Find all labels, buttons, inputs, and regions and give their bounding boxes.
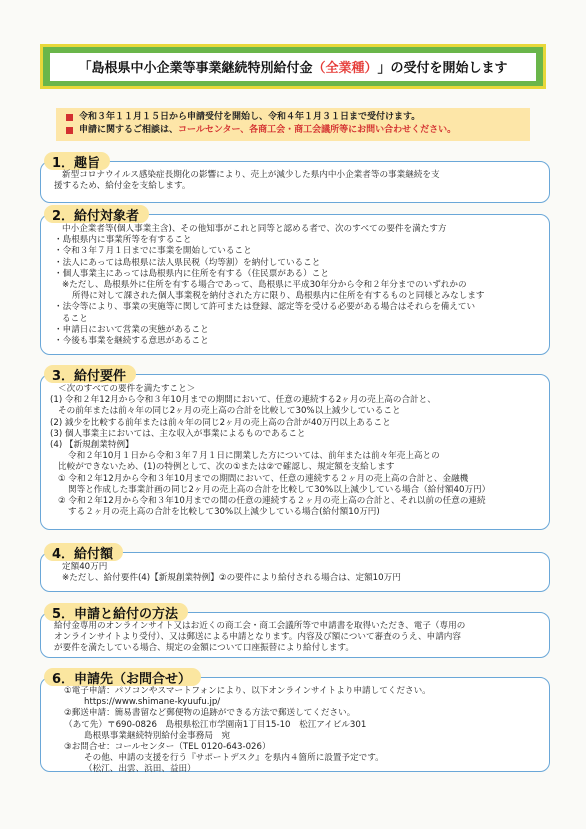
title-banner xyxy=(40,44,546,89)
notice-line-1: 令和３年１１月１５日から申請受付を開始し、令和４年１月３１日まで受付けます。 xyxy=(66,111,530,124)
section-eligibility-heading: 2．給付対象者 xyxy=(44,205,149,223)
title-highlight: （全業種） xyxy=(312,61,378,76)
section-purpose-body: 新型コロナウイルス感染症長期化の影響により、売上が減少した県内中小企業者等の事業継続を支 援するため、給付金を支給します。 xyxy=(54,170,440,192)
section-eligibility-body: 中小企業者等(個人事業主含)、その他知事がこれと同等と認める者で、次のすべての要件を満たす方 ・島根県内に事業所等を有すること ・令和３年７月１日までに事業を開始していること ・法人にあっては島根県に法人県民税（均等割）を納付していること ・個人事業主にあっては島根県内に住所を有する（住民票がある）こと ※ただし、島根県外に住所を有する場合であって、島根県に平成30年分から令和２年分までのいずれかの 所得に対して課された個人事業税を納付された方に限り、島根県内に住所を有するものと同様とみなします ・法令等により、事業の実施等に関して許可または登録、認定等を受ける必要がある場合はそれらを備えてい ること ・申請日において営業の実態があること ・今後も事業を継続する意思があること xyxy=(54,224,485,346)
section-amount-body: 定額40万円 ※ただし、給付要件(4)【新規創業特例】②の要件により給付される場合は、定額10万円 xyxy=(62,562,401,584)
section-contact-heading: 6．申請先（お問合せ） xyxy=(44,668,201,686)
section-method-body: 給付金専用のオンラインサイト又はお近くの商工会・商工会議所等で申請書を取得いただき、電子（専用の オンラインサイトより受付）、又は郵送による申請となります。内容及び額について審査のうえ、申請内容 が要件を満たしている場合、規定の金額について口座振替により給付します。 xyxy=(54,621,466,654)
section-requirements-body: ＜次のすべての要件を満たすこと＞ (1) 令和２年12月から令和３年10月までの期間において、任意の連続する2ヶ月の売上高の合計と、 その前年または前々年の同じ2ヶ月の売上高の合計を比較して30%以上減少していること (2) 減少を比較する前年または前々年の同じ2ヶ月の売上高の合計が40万円以上あること (3) 個人事業主においては、主な収入が事業によるものであること (4) 【新規創業特例】 令和２年10月１日から令和３年７月１日に開業した方については、前年または前々年売上高との 比較ができないため、(1)の特例として、次の①または②で確認し、規定額を支給します ① 令和２年12月から令和３年10月までの期間において、任意の連続する２ヶ月の売上高の合計と、金融機 関等と作成した事業計画の同じ2ヶ月の売上高の合計を比較して30%以上減少している場合（給付額40万円） ② 令和２年12月から令和３年10月までの間の任意の連続する２ヶ月の売上高の合計と、それ以前の任意の連続 する２ヶ月の売上高の合計を比較して30%以上減少している場合(給付額10万円) xyxy=(50,384,491,518)
notice-line-2: 申請に関するご相談は、 コールセンター、各商工会・商工会議所等にお問い合わせください。 xyxy=(66,124,530,137)
section-purpose-heading: 1．趣旨 xyxy=(44,152,110,170)
section-contact-body: ①電子申請：パソコンやスマートフォンにより、以下オンラインサイトより申請してください。 https://www.shimane-kyuufu.jp/ ②郵送申請：簡易書留など郵便物の追跡ができる方法で郵送してください。 （あて先）〒690-0826 島根県松江市学園南1丁目15-10 松江アイビル301 島根県事業継続特別給付金事務局 宛 ③お問合せ：コールセンター（TEL 0120-643-026） その他、申請の支援を行う『サポートデスク』を県内４箇所に設置予定です。 （松江、出雲、浜田、益田） xyxy=(56,686,431,776)
section-requirements-heading: 3．給付要件 xyxy=(44,365,136,383)
notice-box xyxy=(56,108,530,141)
title-pre: 「島根県中小企業等事業継続特別給付金 xyxy=(78,61,313,76)
title-box xyxy=(50,53,536,81)
title-post: 」の受付を開始します xyxy=(377,61,508,76)
red-square-bullet-icon xyxy=(66,127,73,134)
section-amount-heading: 4．給付額 xyxy=(44,543,123,561)
section-method-heading: 5．申請と給付の方法 xyxy=(44,603,188,621)
online-site-link[interactable]: https://www.shimane-kyuufu.jp/ xyxy=(84,697,221,708)
red-square-bullet-icon xyxy=(66,114,73,121)
